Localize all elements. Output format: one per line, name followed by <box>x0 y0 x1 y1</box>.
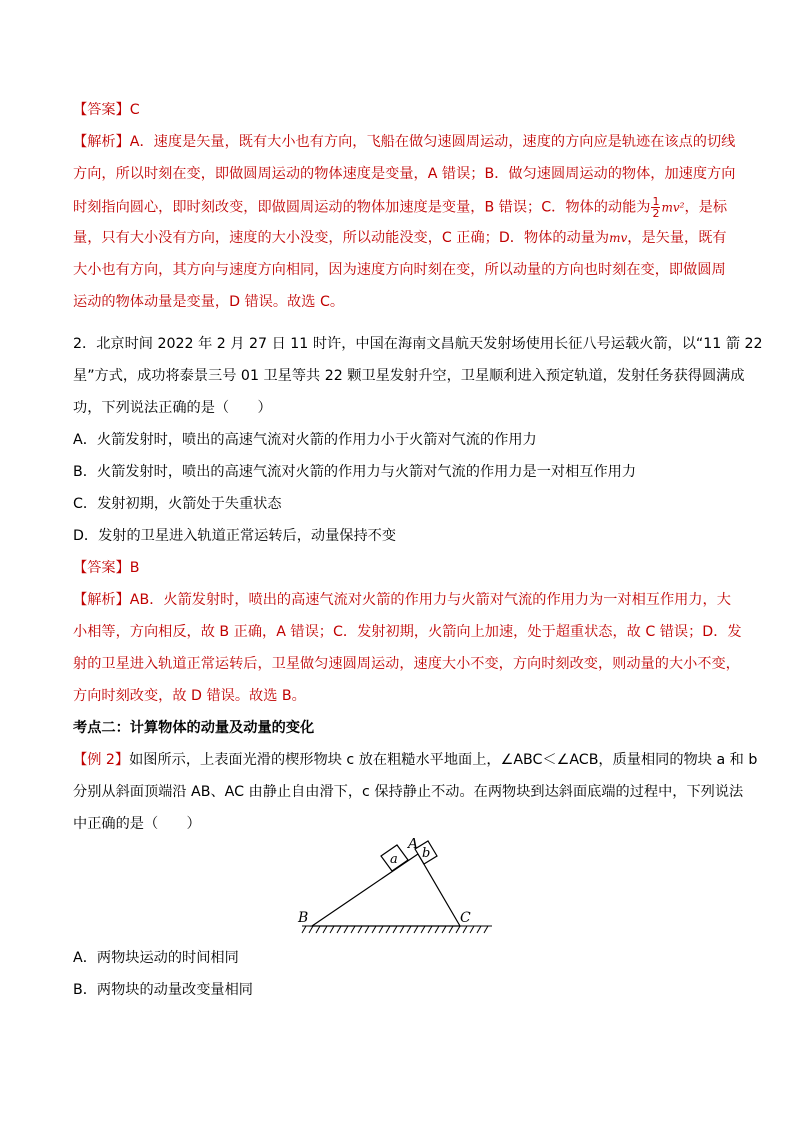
analysis-1-line-2: 方向，所以时刻在变，即做圆周运动的物体速度是变量，A 错误；B．做匀速圆周运动的物体，加速度方向 <box>73 166 736 182</box>
example-2-option-b: B．两物块的动量改变量相同 <box>73 982 253 998</box>
label-vertex-B: B <box>298 910 309 926</box>
answer-2 <box>73 558 140 578</box>
analysis-text: 时刻指向圆心，即时刻改变，即做圆周运动的物体加速度是变量，B 错误；C．物体的动能为 <box>73 199 651 216</box>
analysis-2-line-3: 射的卫星进入轨道正常运转后，卫星做匀速圆周运动，速度大小不变，方向时刻改变，则动量的大小不变， <box>73 656 740 672</box>
example-text: 如图所示，上表面光滑的楔形物块 c 放在粗糙水平地面上，∠ABC＜∠ACB，质量相同的物块 a 和 b <box>129 752 758 768</box>
wedge-c <box>312 854 460 926</box>
section-title: 考点二：计算物体的动量及动量的变化 <box>73 720 315 736</box>
example-tag: 【例 2】 <box>73 752 130 768</box>
question-2-option-a: A．火箭发射时，喷出的高速气流对火箭的作用力小于火箭对气流的作用力 <box>73 432 537 448</box>
question-text: 2．北京时间 2022 年 2 月 27 日 11 时许，中国在海南文昌航天发射场使用长征八号运载火箭，以“11 箭 22 <box>73 336 763 352</box>
analysis-2-line-1 <box>73 590 731 610</box>
analysis-2-line-2: 小相等，方向相反，故 B 正确，A 错误；C．发射初期，火箭向上加速，处于超重状态，故 C 错误；D．发 <box>73 624 742 640</box>
question-2-line-3: 功，下列说法正确的是（ ） <box>73 400 272 416</box>
analysis-tag: 【解析】 <box>73 592 130 608</box>
label-vertex-C: C <box>460 910 471 926</box>
analysis-1-line-1 <box>73 132 735 152</box>
example-2-option-a: A．两物块运动的时间相同 <box>73 950 239 966</box>
example-2-line-3: 中正确的是（ ） <box>73 816 201 832</box>
analysis-tag: 【解析】 <box>73 134 130 150</box>
analysis-2-line-4: 方向时刻改变，故 D 错误。故选 B。 <box>73 688 306 704</box>
answer-1 <box>73 100 140 120</box>
analysis-text: A．速度是矢量，既有大小也有方向，飞船在做匀速圆周运动，速度的方向应是轨迹在该点的切线 <box>129 134 736 150</box>
analysis-1-line-5: 大小也有方向，其方向与速度方向相同，因为速度方向时刻在变，所以动量的方向也时刻在变，即做圆周 <box>73 262 726 278</box>
question-2-option-d: D．发射的卫星进入轨道正常运转后，动量保持不变 <box>73 528 397 544</box>
label-a: a <box>390 852 398 867</box>
analysis-1-line-6: 运动的物体动量是变量，D 错误。故选 C。 <box>73 294 345 310</box>
analysis-text: AB．火箭发射时，喷出的高速气流对火箭的作用力与火箭对气流的作用力为一对相互作用力，大 <box>129 592 731 608</box>
analysis-1-line-3 <box>73 196 727 219</box>
question-2-line-1 <box>73 334 763 354</box>
example-2-line-1 <box>73 750 757 770</box>
question-2-line-2: 星”方式，成功将泰景三号 01 卫星等共 22 颗卫星发射升空，卫星顺利进入预定轨道，发射任务获得圆满成 <box>73 368 745 384</box>
wedge-diagram <box>296 838 496 938</box>
answer-value: C <box>129 102 140 118</box>
label-b: b <box>422 846 431 861</box>
question-2-option-c: C．发射初期，火箭处于失重状态 <box>73 496 282 512</box>
answer-tag: 【答案】 <box>73 560 130 576</box>
fraction-denominator: 2 <box>652 207 660 220</box>
analysis-text: 量，只有大小没有方向，速度的大小没变，所以动能没变，C 正确；D．物体的动量为 <box>73 230 610 246</box>
fraction-one-half <box>651 196 660 219</box>
fraction-numerator: 1 <box>652 195 660 208</box>
analysis-1-line-4 <box>73 228 727 248</box>
label-vertex-A: A <box>408 838 419 852</box>
analysis-text: ，是标 <box>684 199 728 216</box>
answer-tag: 【答案】 <box>73 102 130 118</box>
formula-mv-squared: mv² <box>661 200 685 215</box>
formula-mv: mv <box>609 231 628 245</box>
ground-hatching <box>302 926 492 933</box>
example-2-line-2: 分别从斜面顶端沿 AB、AC 由静止自由滑下，c 保持静止不动。在两物块到达斜面底端的过程中，下列说法 <box>73 784 744 800</box>
question-2-option-b: B．火箭发射时，喷出的高速气流对火箭的作用力与火箭对气流的作用力是一对相互作用力 <box>73 464 637 480</box>
answer-value: B <box>129 560 140 576</box>
analysis-text: ，是矢量，既有 <box>627 230 727 246</box>
